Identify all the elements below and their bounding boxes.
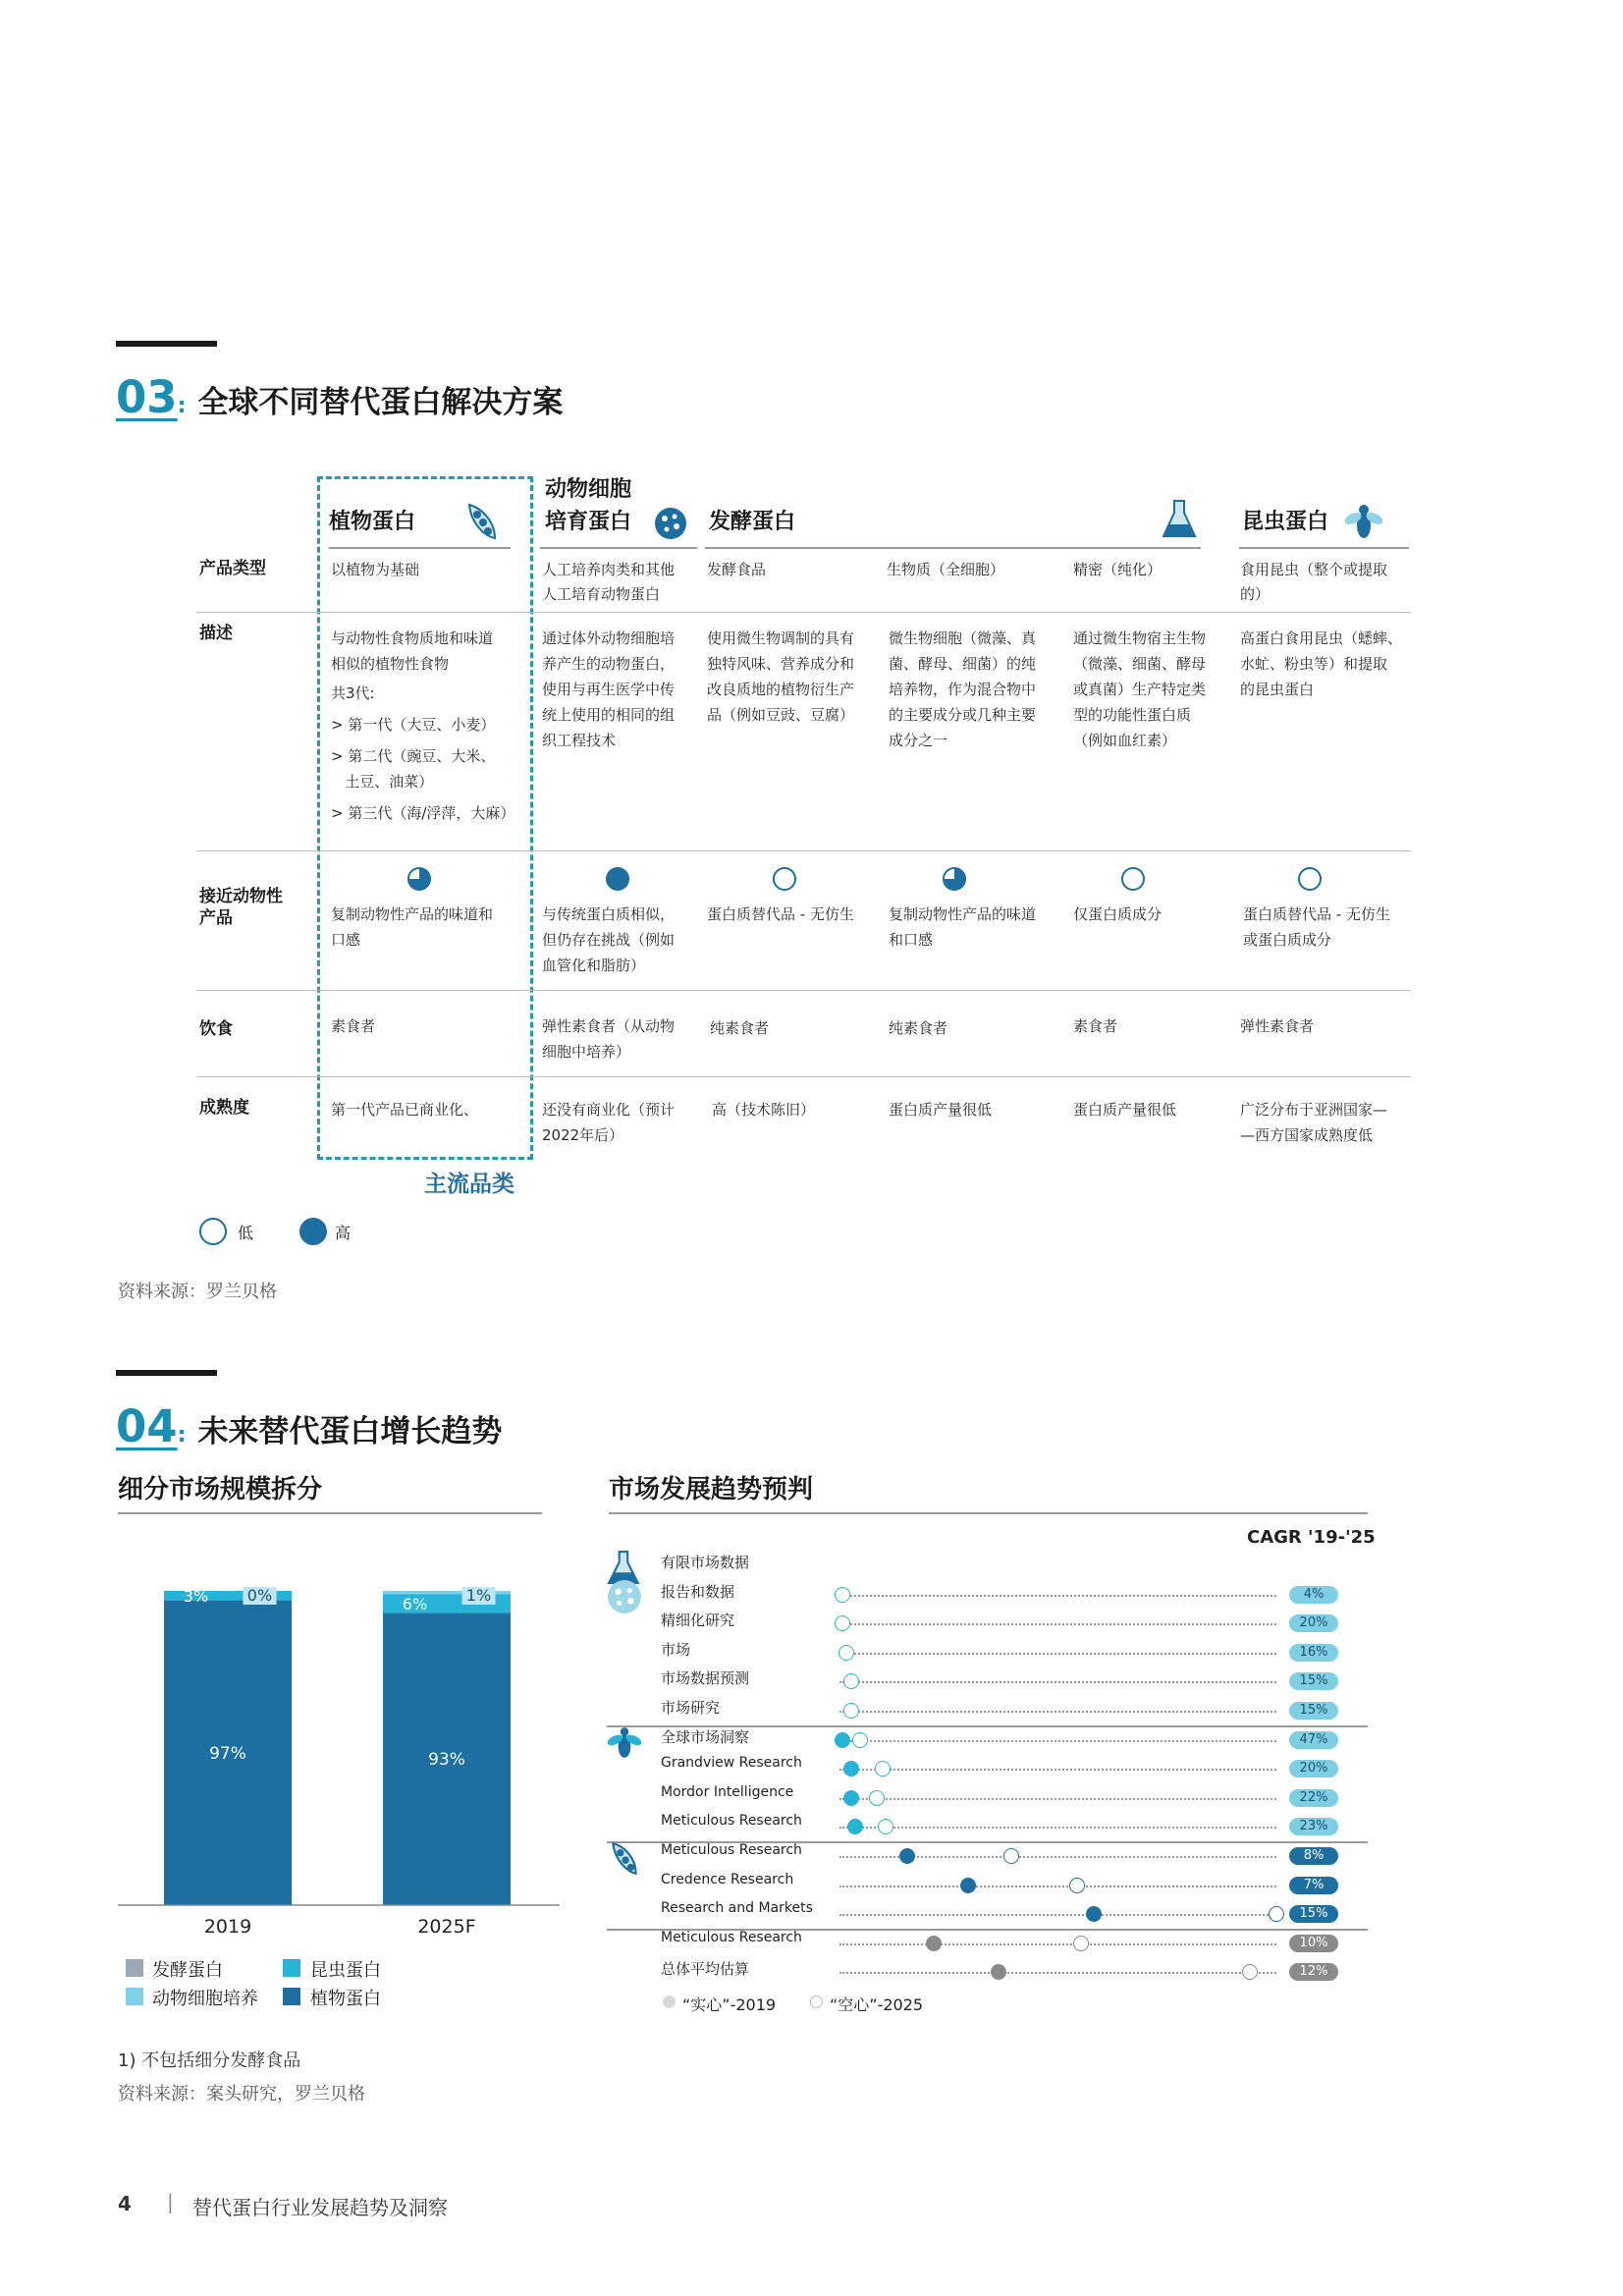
trend-row-line (839, 1943, 1276, 1945)
legend-cell: 动物细胞培养 (152, 1989, 258, 2009)
closeness-indicator-insect (1296, 865, 1324, 893)
trend-row-label: 精细化研究 (661, 1612, 735, 1630)
closeness-indicator-plant (406, 865, 433, 893)
desc-ferm-a: 使用微生物调制的具有 独特风味、营养成分和 改良质地的植物衍生产 品（例如豆豉、豆腐） (707, 629, 855, 724)
legend-swatch-cell (126, 1988, 143, 2005)
trend-row-label: Meticulous Research (661, 1842, 802, 1858)
cagr-pill: 20% (1289, 1614, 1338, 1632)
type-ferm-b: 生物质（全细胞） (887, 561, 1005, 578)
type-plant: 以植物为基础 (331, 561, 420, 578)
cagr-pill: 16% (1289, 1644, 1338, 1662)
section-03-source: 资料来源：罗兰贝格 (118, 1282, 277, 1302)
trend-dot-2019 (847, 1819, 863, 1834)
left-chart-title-rule (118, 1512, 542, 1514)
cagr-pill: 15% (1289, 1672, 1338, 1690)
trend-dot-2019 (991, 1964, 1006, 1980)
legend-low-icon (199, 1218, 227, 1245)
right-chart-title: 市场发展趋势预判 (609, 1475, 814, 1504)
trend-dot-2025 (835, 1615, 850, 1631)
type-insect-2: 的） (1240, 585, 1271, 603)
trend-row-label: Mordor Intelligence (661, 1783, 794, 1800)
trend-dot-2019 (835, 1732, 850, 1748)
cagr-pill: 20% (1289, 1760, 1338, 1777)
maturity-cell: 还没有商业化（预计 2022年后） (542, 1101, 676, 1144)
trend-row-label: 市场数据预测 (661, 1669, 750, 1688)
cagr-pill: 10% (1289, 1935, 1338, 1952)
row-separator (196, 850, 1411, 851)
cagr-pill: 4% (1289, 1586, 1338, 1604)
trend-dot-2025 (1269, 1906, 1284, 1922)
type-ferm-a: 发酵食品 (707, 561, 767, 578)
bar-label: 97% (209, 1743, 246, 1764)
closeness-plant: 复制动物性产品的味道和 口感 (331, 905, 494, 949)
cagr-pill: 22% (1289, 1789, 1338, 1807)
col-underline-ferm (705, 547, 1201, 549)
maturity-ferm-a: 高（技术陈旧） (712, 1101, 816, 1119)
trend-row-line (839, 1769, 1276, 1771)
cagr-pill: 12% (1289, 1963, 1338, 1981)
cells-icon (607, 1579, 642, 1618)
maturity-ferm-b: 蛋白质产量很低 (889, 1101, 993, 1119)
legend-high-icon (299, 1218, 327, 1245)
trend-dot-2019 (1086, 1906, 1102, 1922)
diet-cell: 弹性素食者（从动物 细胞中培养） (542, 1017, 676, 1061)
trend-dot-2025 (1242, 1964, 1258, 1980)
section-04-source: 资料来源：案头研究，罗兰贝格 (118, 2084, 365, 2105)
bar-label: 0% (246, 1586, 273, 1605)
closeness-cell: 与传统蛋白质相似， 但仍存在挑战（例如 血管化和脂肪） (542, 905, 676, 974)
col-header-cell-2: 培育蛋白 (545, 510, 632, 534)
insect-icon (607, 1724, 642, 1764)
row-label-closeness-2: 产品 (199, 908, 233, 928)
row-label-maturity: 成熟度 (199, 1098, 249, 1118)
mainstream-label: 主流品类 (424, 1172, 514, 1197)
trend-row-line (839, 1595, 1276, 1597)
pea-icon (607, 1840, 642, 1880)
trend-dot-2025 (835, 1587, 850, 1603)
legend-hollow-dot (810, 1995, 823, 2008)
trend-row-label: 总体平均估算 (661, 1960, 750, 1979)
row-label-desc: 描述 (199, 624, 233, 643)
trend-dot-2025 (839, 1645, 854, 1661)
cagr-pill: 23% (1289, 1818, 1338, 1835)
trend-row-line (839, 1653, 1276, 1655)
desc-ferm-c: 通过微生物宿主生物 （微藻、细菌、酵母 或真菌）生产特定类 型的功能性蛋白质 （例如血红素） (1073, 629, 1207, 749)
trend-dot-2025 (869, 1790, 885, 1806)
cagr-pill: 47% (1289, 1731, 1338, 1749)
right-chart-title-rule (609, 1512, 1368, 1514)
trend-row-line (839, 1681, 1276, 1683)
bar-category-label: 2025F (417, 1916, 476, 1938)
footer-title: 替代蛋白行业发展趋势及洞察 (192, 2196, 448, 2219)
trend-row-line (839, 1711, 1276, 1713)
type-cell-2: 人工培育动物蛋白 (542, 585, 661, 603)
row-label-diet: 饮食 (199, 1019, 233, 1039)
row-separator (196, 1076, 1411, 1077)
trend-dot-2025 (843, 1703, 859, 1719)
diet-insect: 弹性素食者 (1240, 1017, 1315, 1035)
trend-dot-2019 (960, 1878, 976, 1893)
closeness-indicator-cell (604, 865, 631, 893)
col-header-fermentation: 发酵蛋白 (709, 510, 796, 534)
col-header-plant: 植物蛋白 (329, 510, 416, 534)
closeness-ferm-c: 仅蛋白质成分 (1073, 905, 1163, 923)
trend-row-line (839, 1914, 1276, 1916)
trend-row-label: 市场 (661, 1640, 691, 1659)
trend-dot-2025 (1073, 1936, 1089, 1951)
segment-bar-chart (108, 1571, 569, 1954)
trend-dot-2019 (843, 1761, 859, 1777)
insect-icon (1343, 501, 1384, 542)
desc-ferm-b: 微生物细胞（微藻、真 菌、酵母、细菌）的纯 培养物，作为混合物中 的主要成分或几种主要 成分之一 (889, 629, 1037, 749)
col-underline-cell (540, 547, 697, 549)
col-underline-insect (1239, 547, 1409, 549)
col-header-insect: 昆虫蛋白 (1242, 510, 1329, 534)
bar-category-label: 2019 (203, 1916, 252, 1938)
legend-swatch-plant (283, 1988, 300, 2005)
diet-plant: 素食者 (331, 1017, 376, 1035)
pea-icon (461, 501, 501, 544)
trend-dot-2025 (1069, 1878, 1085, 1893)
cagr-pill: 15% (1289, 1905, 1338, 1923)
desc-insect: 高蛋白食用昆虫（蟋蟀、 水虻、粉虫等）和提取 的昆虫蛋白 (1240, 629, 1403, 698)
trend-row-label: 有限市场数据 (661, 1554, 750, 1571)
trend-row-label: 报告和数据 (661, 1582, 735, 1601)
row-label-type: 产品类型 (199, 559, 266, 578)
row-label-closeness-1: 接近动物性 (199, 887, 283, 906)
diet-ferm-a: 纯素食者 (710, 1019, 770, 1037)
closeness-ferm-a: 蛋白质替代品 - 无仿生 (707, 905, 854, 923)
closeness-indicator-ferm-c (1119, 865, 1147, 893)
col-underline-plant (329, 547, 511, 549)
closeness-ring (1299, 868, 1321, 890)
legend-fermentation: 发酵蛋白 (152, 1960, 223, 1981)
cagr-pill: 8% (1289, 1847, 1338, 1865)
trend-row-line (839, 1972, 1276, 1974)
trend-dot-2019 (926, 1936, 942, 1951)
trend-row-label: Meticulous Research (661, 1813, 802, 1830)
trend-row-label: Credence Research (661, 1871, 794, 1887)
diet-ferm-b: 纯素食者 (889, 1019, 948, 1037)
legend-plant: 植物蛋白 (310, 1989, 381, 2009)
type-ferm-c: 精密（纯化） (1073, 561, 1163, 578)
diet-ferm-c: 素食者 (1073, 1017, 1118, 1035)
trend-row-line (839, 1740, 1276, 1742)
legend-solid-label: “实心”-2019 (682, 1995, 777, 2014)
trend-row-line (839, 1623, 1276, 1625)
bar-label: 1% (465, 1586, 492, 1605)
maturity-ferm-c: 蛋白质产量很低 (1073, 1101, 1177, 1119)
trend-row-label: 市场研究 (661, 1699, 721, 1717)
col-header-cell-1: 动物细胞 (545, 477, 632, 502)
trend-row-label: Research and Markets (661, 1900, 813, 1917)
section-03-title: 03: 全球不同替代蛋白解决方案 (116, 371, 564, 423)
trend-row-label: Meticulous Research (661, 1929, 802, 1945)
type-insect-1: 食用昆虫（整个或提取 (1240, 561, 1388, 578)
trend-row-label: 全球市场洞察 (661, 1727, 750, 1746)
maturity-plant: 第一代产品已商业化、 (331, 1101, 479, 1119)
page-number: 4 (118, 2192, 132, 2215)
cagr-pill: 7% (1289, 1877, 1338, 1894)
closeness-ring (1122, 868, 1144, 890)
closeness-ring (774, 868, 795, 890)
trend-row-line (839, 1886, 1276, 1887)
trend-dot-2025 (843, 1673, 859, 1689)
desc-plant: 与动物性食物质地和味道 相似的植物性食物 共3代: > 第一代（大豆、小麦） > 第二代（豌豆、大米、 土豆、油菜） > 第三代（海/浮萍，大麻） (331, 629, 515, 822)
legend-solid-dot (663, 1995, 676, 2008)
left-chart-title: 细分市场规模拆分 (118, 1475, 323, 1504)
flask-icon (1162, 499, 1197, 540)
section-04-footnote: 1) 不包括细分发酵食品 (118, 2050, 301, 2071)
trend-dot-2025 (1003, 1848, 1019, 1864)
row-separator (196, 612, 1411, 613)
bar-label: 3% (183, 1586, 209, 1606)
section-04-rule (116, 1370, 217, 1376)
closeness-fill (607, 868, 628, 890)
maturity-insect: 广泛分布于亚洲国家— —西方国家成熟度低 (1240, 1101, 1388, 1144)
cagr-title: CAGR '19-'25 (1247, 1527, 1376, 1548)
cagr-pill: 15% (1289, 1702, 1338, 1720)
legend-low-label: 低 (238, 1224, 254, 1242)
footer-separator: | (167, 2190, 174, 2214)
row-separator (196, 990, 1411, 991)
closeness-indicator-ferm-a (771, 865, 798, 893)
trend-dot-2019 (843, 1790, 859, 1806)
desc-cell: 通过体外动物细胞培 养产生的动物蛋白， 使用与再生医学中传 统上使用的相同的组 织工程技术 (542, 629, 676, 749)
section-04-title: 04: 未来替代蛋白增长趋势 (116, 1400, 503, 1452)
trend-row-label: Grandview Research (661, 1755, 802, 1772)
legend-hollow-label: “空心”-2025 (830, 1995, 924, 2014)
legend-swatch-fermentation (126, 1959, 143, 1977)
legend-insect: 昆虫蛋白 (310, 1960, 381, 1981)
closeness-insect: 蛋白质替代品 - 无仿生 或蛋白质成分 (1243, 905, 1390, 949)
trend-row-line (839, 1798, 1276, 1800)
trend-dot-2025 (878, 1819, 893, 1834)
cells-icon (654, 507, 687, 540)
legend-high-label: 高 (335, 1224, 352, 1242)
trend-row-line (839, 1827, 1276, 1829)
trend-dot-2025 (852, 1732, 868, 1748)
type-cell-1: 人工培养肉类和其他 (542, 561, 676, 578)
trend-dot-2019 (899, 1848, 915, 1864)
closeness-indicator-ferm-b (941, 865, 968, 893)
section-03-rule (116, 341, 217, 347)
legend-swatch-insect (283, 1959, 300, 1977)
bar-label: 6% (402, 1594, 428, 1613)
bar-label: 93% (428, 1750, 465, 1771)
trend-dot-2025 (875, 1761, 891, 1777)
closeness-ferm-b: 复制动物性产品的味道 和口感 (889, 905, 1037, 949)
